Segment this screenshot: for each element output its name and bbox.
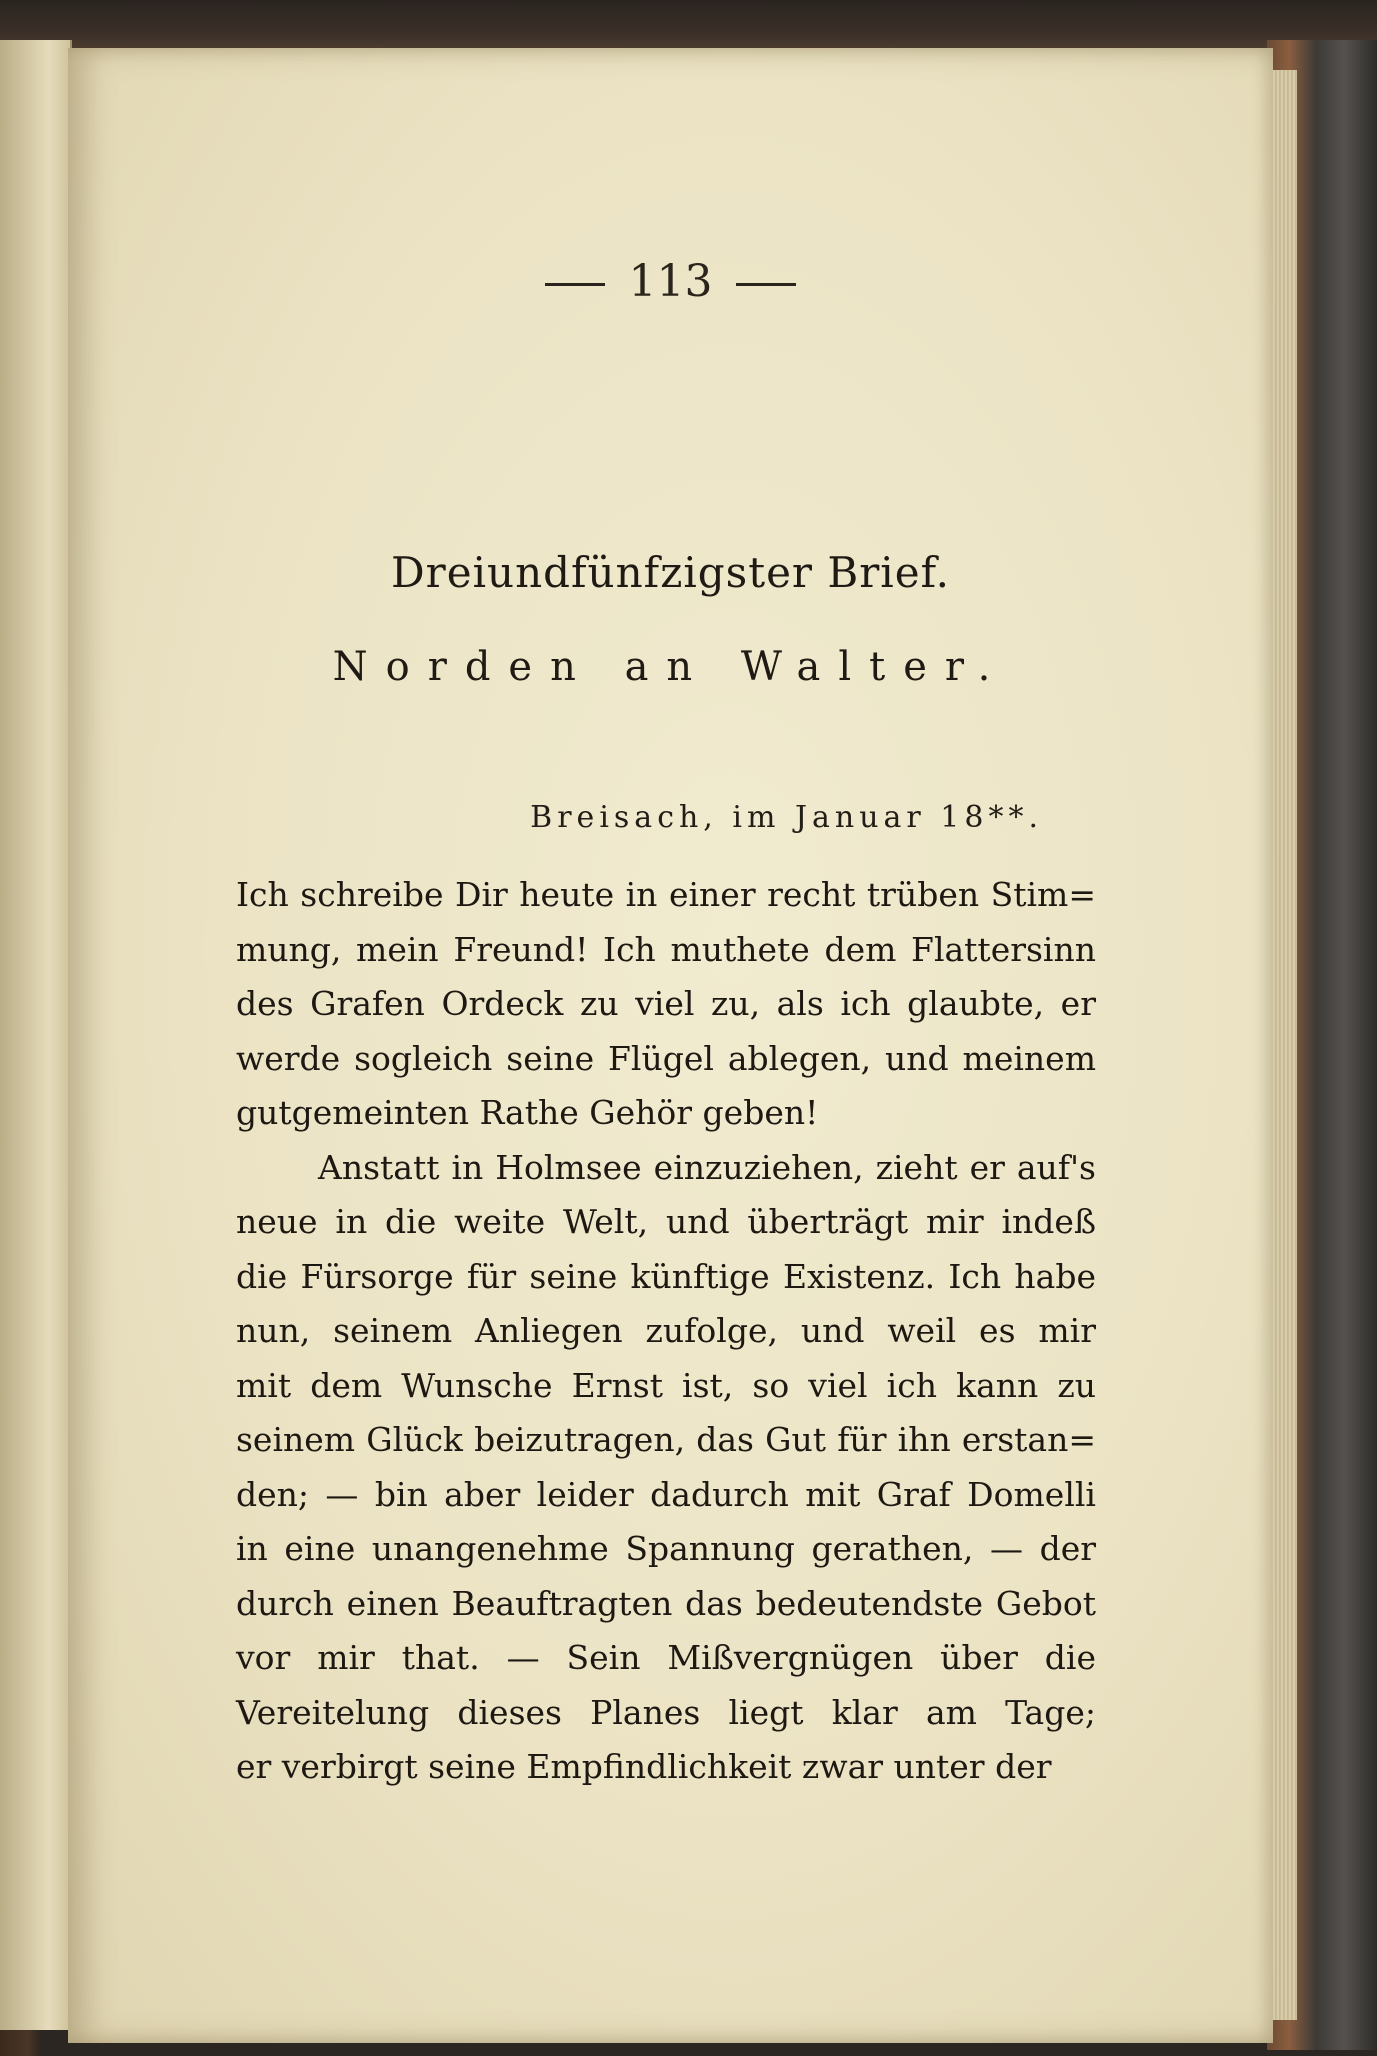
page-number-value: 113 bbox=[628, 256, 713, 307]
text-line: er verbirgt seine Empfindlichkeit zwar unter der bbox=[236, 1747, 1052, 1786]
paragraph-2 bbox=[236, 1141, 1096, 1795]
text-line: Anstatt in Holmsee einzuziehen, zieht er auf's bbox=[318, 1147, 1096, 1187]
text-line: gutgemeinten Rathe Gehör geben! bbox=[236, 1093, 819, 1132]
text-line: Vereitelung dieses Planes liegt klar am Tage; bbox=[236, 1692, 1096, 1732]
text-line: des Grafen Ordeck zu viel zu, als ich glaubte, er bbox=[236, 984, 1096, 1023]
text-line: werde sogleich seine Flügel ablegen, und meinem bbox=[236, 1038, 1096, 1078]
letter-heading: Dreiundfünfzigster Brief. bbox=[390, 548, 950, 597]
facing-page-edge bbox=[0, 40, 72, 2030]
text-line: den; — bin aber leider dadurch mit Graf Domelli bbox=[236, 1474, 1096, 1514]
letter-dateline: Breisach, im Januar 18**. bbox=[530, 800, 1043, 835]
text-line: mit dem Wunsche Ernst ist, so viel ich kann zu bbox=[236, 1365, 1096, 1405]
text-line: mung, mein Freund! Ich muthete dem Flattersinn bbox=[236, 929, 1096, 969]
paragraph-1 bbox=[236, 868, 1096, 1141]
page-number bbox=[68, 256, 1273, 307]
text-line: durch einen Beauftragten das bedeutendste Gebot bbox=[236, 1583, 1096, 1623]
text-line: nun, seinem Anliegen zufolge, und weil es mir bbox=[236, 1311, 1096, 1350]
page-number-dash-right bbox=[736, 283, 796, 286]
text-line: Ich schreibe Dir heute in einer recht trüben Stim= bbox=[236, 875, 1096, 914]
book-page bbox=[68, 48, 1273, 2043]
text-line: seinem Glück beizutragen, das Gut für ihn erstan= bbox=[236, 1420, 1096, 1459]
page-number-dash-left bbox=[545, 283, 605, 286]
letter-body bbox=[236, 868, 1096, 1795]
text-line: in eine unangenehme Spannung gerathen, — der bbox=[236, 1529, 1096, 1568]
text-line: vor mir that. — Sein Mißvergnügen über die bbox=[236, 1638, 1096, 1677]
text-line: neue in die weite Welt, und überträgt mir indeß bbox=[236, 1202, 1096, 1241]
text-line: die Fürsorge für seine künftige Existenz. Ich habe bbox=[236, 1256, 1096, 1296]
letter-addressee: Norden an Walter. bbox=[332, 644, 1009, 690]
